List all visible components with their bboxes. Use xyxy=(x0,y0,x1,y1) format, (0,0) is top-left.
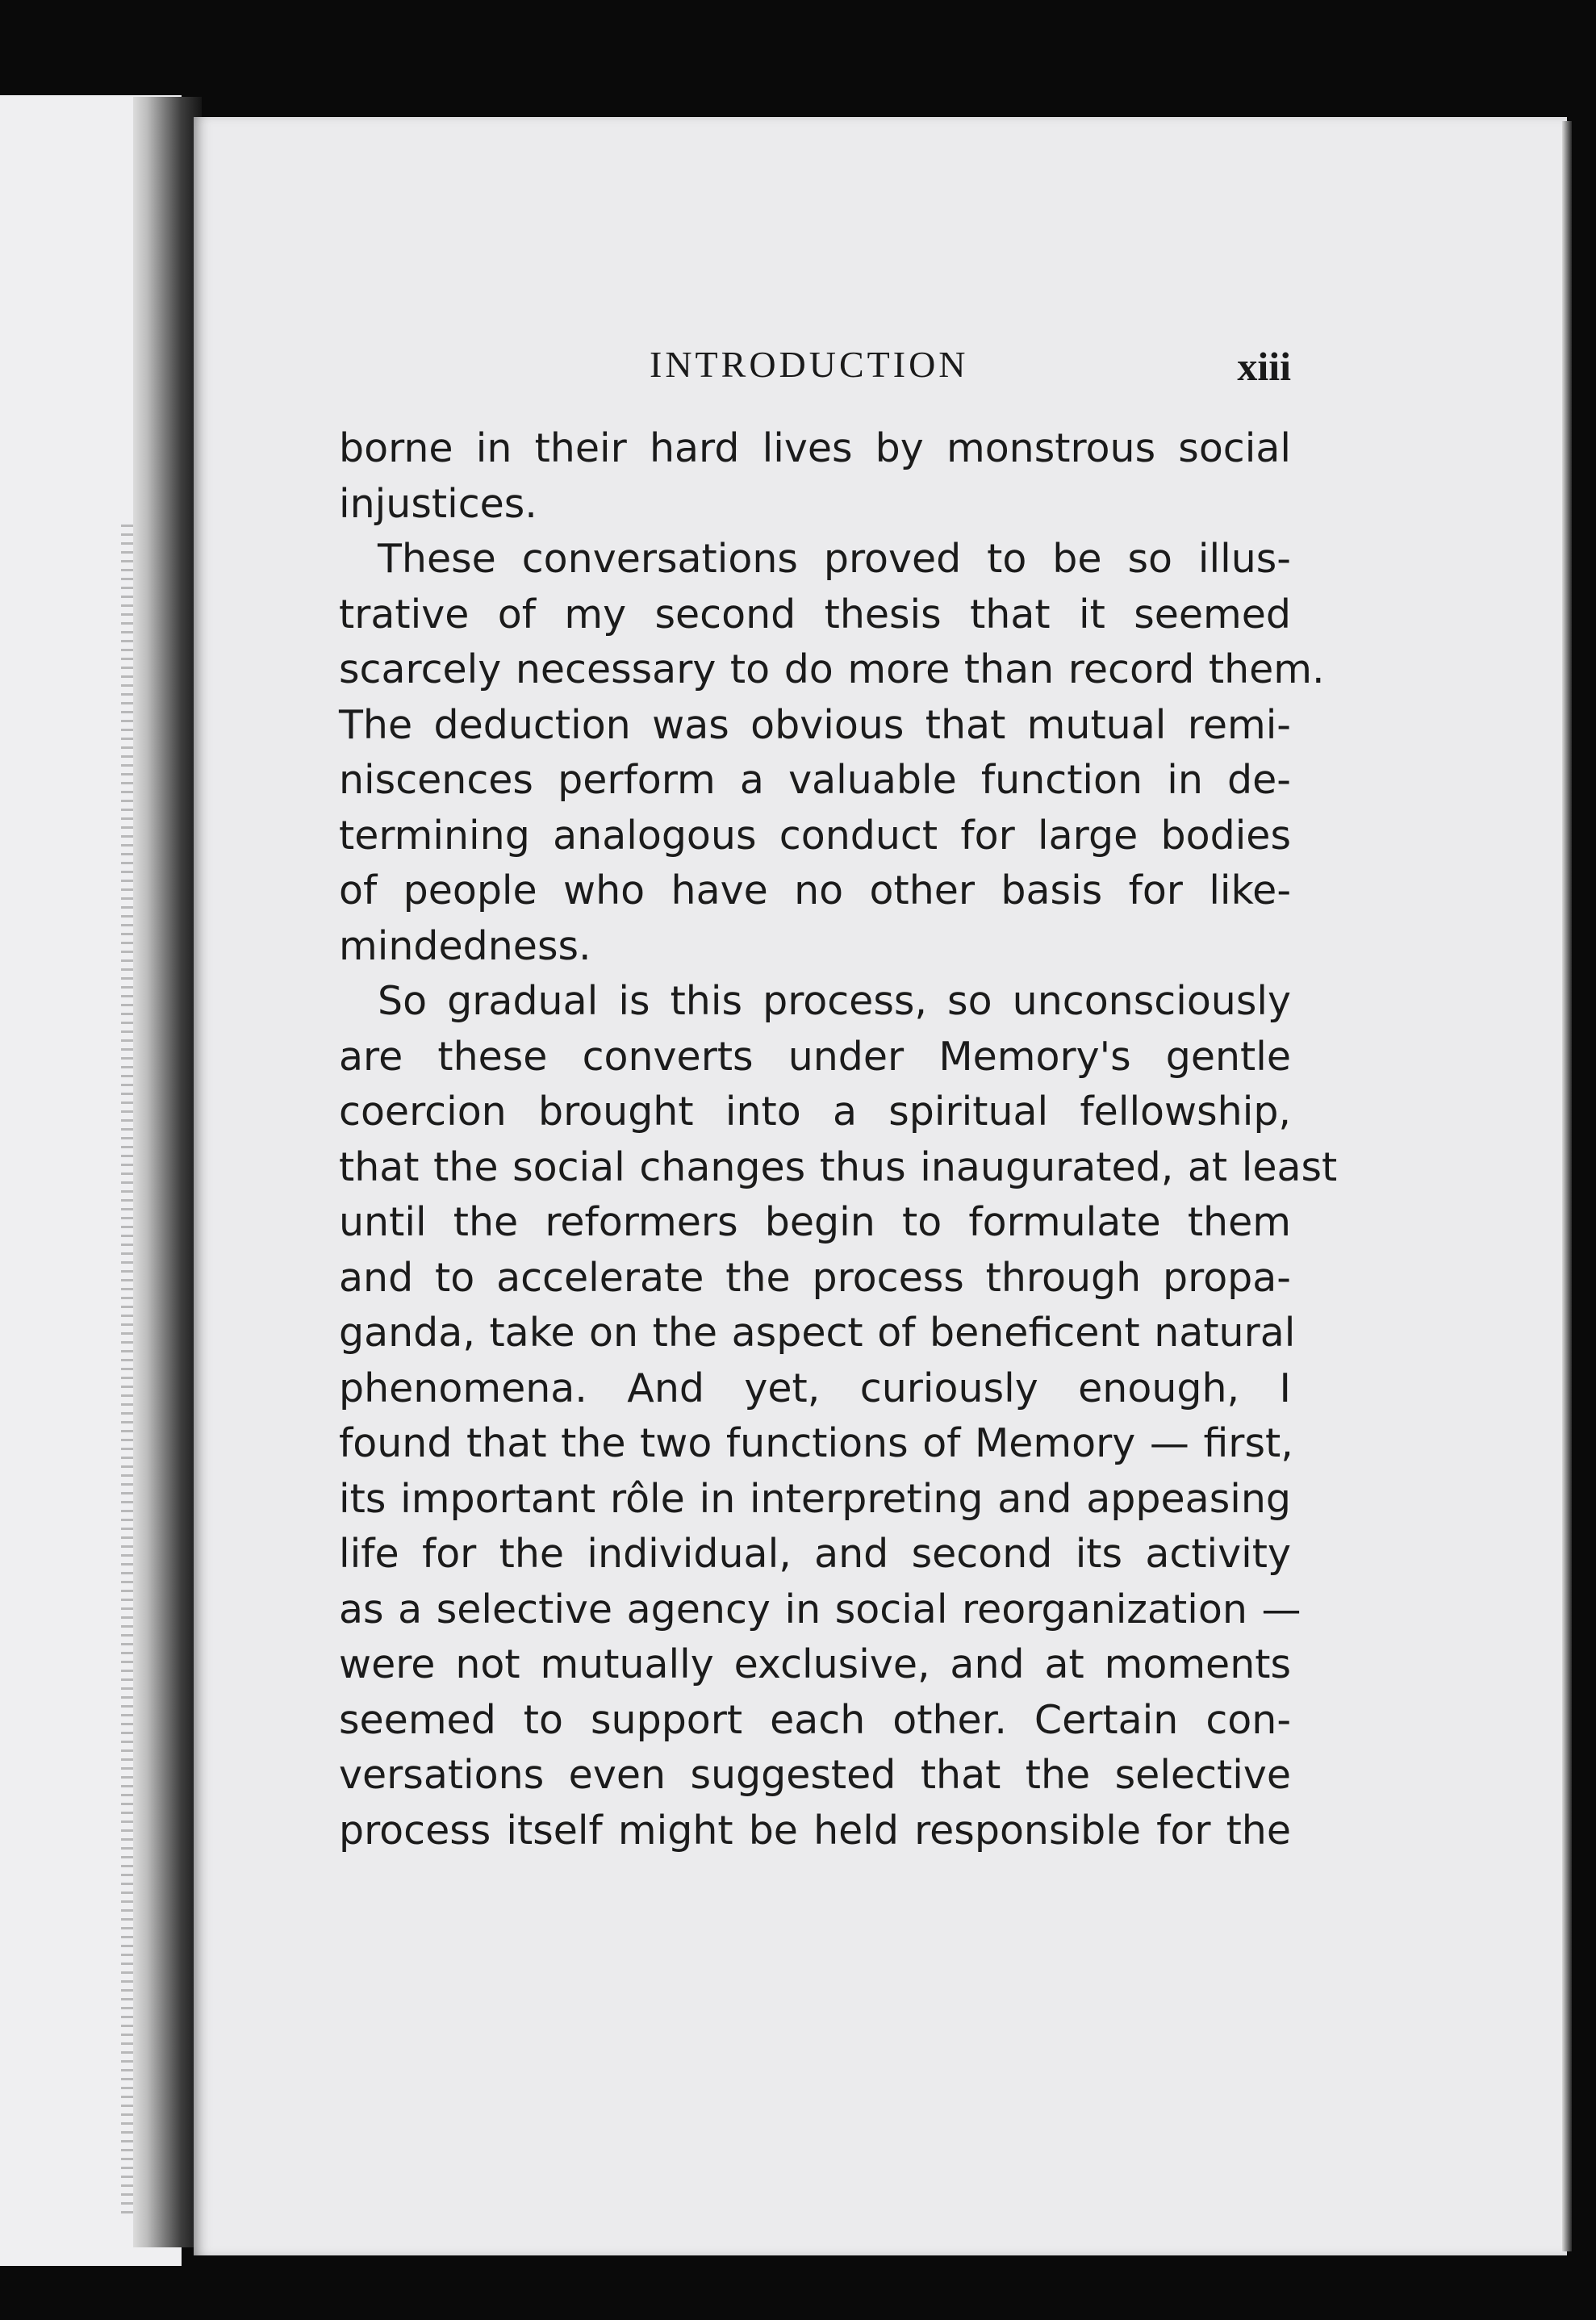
text-line: are these converts under Memory's gentle xyxy=(339,1033,1291,1080)
text-line: These conversations proved to be so illus- xyxy=(378,536,1291,582)
running-head: INTRODUCTION xyxy=(650,344,969,385)
page-number: xiii xyxy=(1237,344,1291,389)
page-header xyxy=(347,343,1291,399)
text-line: borne in their hard lives by monstrous social xyxy=(339,425,1291,471)
text-line: versations even suggested that the selective xyxy=(339,1752,1291,1798)
text-line: found that the two functions of Memory — first, xyxy=(339,1420,1293,1466)
page-edge-shadow xyxy=(1562,121,1572,2251)
text-line: until the reformers begin to formulate them xyxy=(339,1199,1291,1245)
text-line: life for the individual, and second its activity xyxy=(339,1531,1291,1577)
text-line: The deduction was obvious that mutual remi- xyxy=(339,701,1291,748)
text-line: So gradual is this process, so unconsciously xyxy=(378,978,1291,1024)
text-line: seemed to support each other. Certain con- xyxy=(339,1696,1291,1743)
text-line: phenomena. And yet, curiously enough, I xyxy=(339,1365,1291,1411)
text-line: ganda, take on the aspect of beneficent natural xyxy=(339,1310,1296,1356)
text-line: niscences perform a valuable function in de- xyxy=(339,757,1291,803)
text-line: trative of my second thesis that it seemed xyxy=(339,591,1291,637)
text-line: of people who have no other basis for like- xyxy=(339,867,1291,913)
text-line: coercion brought into a spiritual fellowship, xyxy=(339,1089,1291,1135)
book-gutter xyxy=(133,97,202,2247)
text-line: its important rôle in interpreting and appeasing xyxy=(339,1475,1291,1522)
text-line: injustices. xyxy=(339,480,537,527)
text-line: mindedness. xyxy=(339,922,591,969)
text-line: were not mutually exclusive, and at moments xyxy=(339,1641,1291,1687)
text-line: process itself might be held responsible for the xyxy=(339,1807,1291,1854)
text-line: scarcely necessary to do more than record them. xyxy=(339,646,1325,692)
body-text xyxy=(339,421,1338,1858)
text-line: and to accelerate the process through propa- xyxy=(339,1254,1291,1301)
text-line: termining analogous conduct for large bodies xyxy=(339,812,1291,859)
text-line: that the social changes thus inaugurated, at least xyxy=(339,1143,1338,1190)
text-line: as a selective agency in social reorganization — xyxy=(339,1586,1301,1632)
